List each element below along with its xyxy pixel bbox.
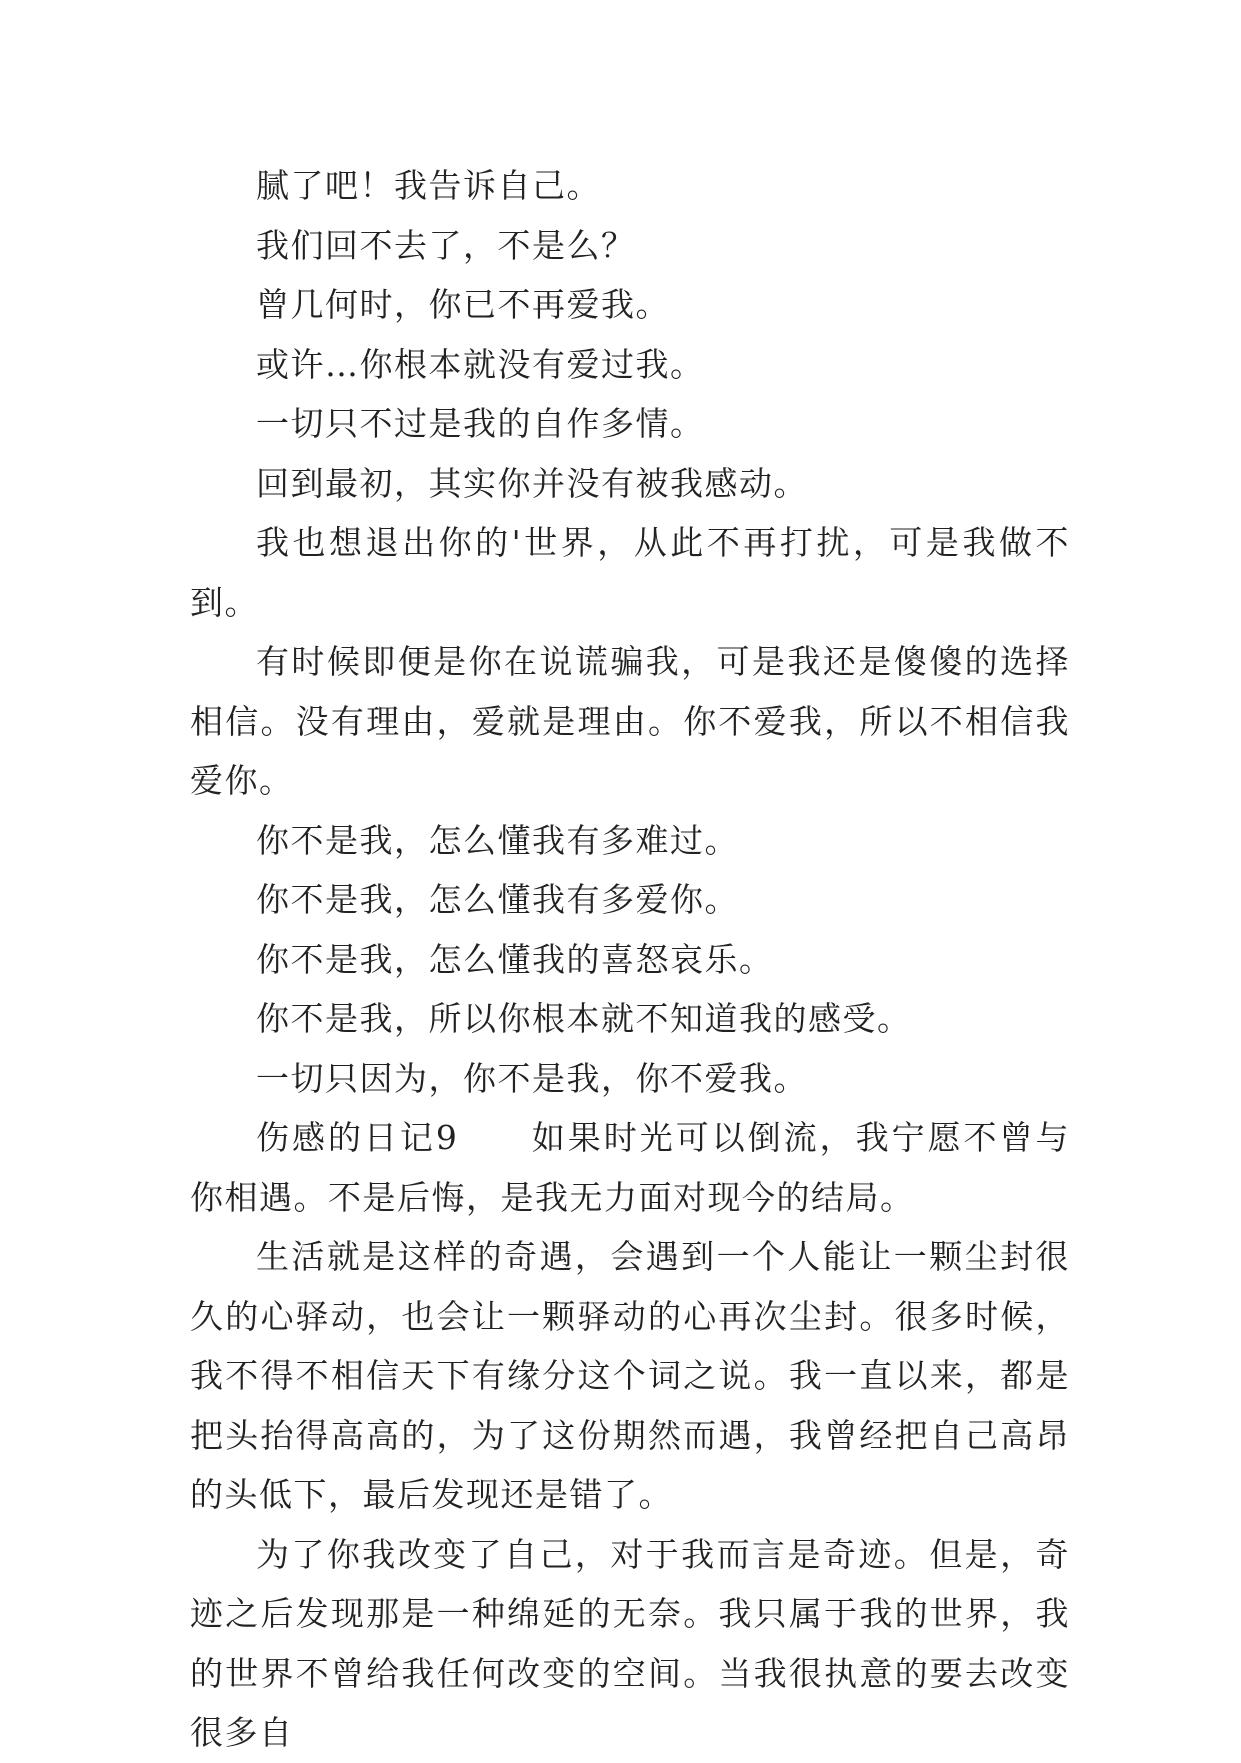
paragraph: 你不是我，怎么懂我的喜怒哀乐。 (256, 939, 774, 979)
paragraph: 我们回不去了，不是么？ (256, 225, 636, 265)
paragraph: 腻了吧！我告诉自己。 (256, 166, 601, 205)
paragraph: 我也想退出你的'世界，从此不再打扰，可是我做不到。 (190, 523, 1070, 622)
paragraph: 为了你我改变了自己，对于我而言是奇迹。但是，奇迹之后发现那是一种绵延的无奈。我只属于我的世界，我的世界不曾给我任何改变的空间。当我很执意的要去改变很多自 (190, 1534, 1070, 1752)
paragraph: 你不是我，怎么懂我有多爱你。 (256, 880, 739, 919)
paragraph: 伤感的日记9 如果时光可以倒流，我宁愿不曾与你相遇。不是后悔，是我无力面对现今的结局。 (190, 1118, 1070, 1217)
paragraph: 曾几何时，你已不再爱我。 (256, 285, 670, 324)
paragraph: 你不是我，所以你根本就不知道我的感受。 (256, 999, 912, 1038)
paragraph: 你不是我，怎么懂我有多难过。 (256, 820, 739, 860)
paragraph: 回到最初，其实你并没有被我感动。 (256, 463, 808, 503)
document-body (190, 156, 1070, 1763)
paragraph: 有时候即便是你在说谎骗我，可是我还是傻傻的选择相信。没有理由，爱就是理由。你不爱我，所以不相信我爱你。 (190, 642, 1070, 800)
paragraph: 生活就是这样的奇遇，会遇到一个人能让一颗尘封很久的心驿动，也会让一颗驿动的心再次尘封。很多时候，我不得不相信天下有缘分这个词之说。我一直以来，都是把头抬得高高的，为了这份期然而遇，我曾经把自己高昂的头低下，最后发现还是错了。 (190, 1237, 1070, 1514)
paragraph: 一切只因为，你不是我，你不爱我。 (256, 1058, 808, 1098)
paragraph: 一切只不过是我的自作多情。 (256, 404, 705, 443)
paragraph: 或许…你根本就没有爱过我。 (256, 344, 705, 384)
